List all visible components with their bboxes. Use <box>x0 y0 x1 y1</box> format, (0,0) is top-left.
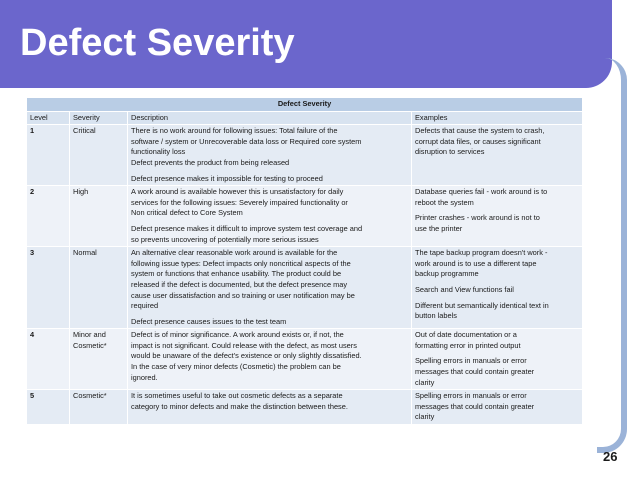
description-line: An alternative clear reasonable work around is available for the <box>131 248 338 258</box>
description-line: Defect presence makes it difficult to improve system test coverage and <box>131 223 363 233</box>
column-header-level: Level <box>27 111 70 125</box>
column-header-examples: Examples <box>412 111 583 125</box>
description-cell <box>128 390 412 425</box>
description-line: Defect prevents the product from being released <box>131 157 290 167</box>
examples-line: Printer crashes - work around is not to <box>415 213 540 223</box>
description-line: In the case of very minor defects (Cosmetic) the problem can be <box>131 362 341 372</box>
level-cell: 1 <box>27 125 70 186</box>
description-line: There is no work around for following issues: Total failure of the <box>131 126 338 136</box>
page-number: 26 <box>603 449 618 464</box>
description-line: system or functions that enhance usability. The product could be <box>131 269 342 279</box>
examples-cell <box>412 186 583 247</box>
examples-line: work around is to use a different tape <box>415 258 537 268</box>
table-row <box>27 247 583 329</box>
description-line: cause user dissatisfaction and so training or user notification may be <box>131 290 355 300</box>
examples-line: reboot the system <box>415 197 474 207</box>
table-body <box>27 125 583 425</box>
slide-content <box>26 97 582 425</box>
table-row <box>27 329 583 390</box>
examples-line: Database queries fail - work around is to <box>415 187 548 197</box>
table-row <box>27 390 583 425</box>
description-line: impact is not significant. Could release with the defect, as most users <box>131 340 357 350</box>
severity-cell: Cosmetic* <box>70 390 128 425</box>
table-caption: Defect Severity <box>27 98 583 112</box>
description-line: It is sometimes useful to take out cosmetic defects as a separate <box>131 391 343 401</box>
examples-line: Different but semantically identical text in <box>415 300 549 310</box>
column-header-severity: Severity <box>70 111 128 125</box>
table-header-row <box>27 111 583 125</box>
examples-cell <box>412 247 583 329</box>
description-line: would be unaware of the defect's existence or only slightly dissatisfied. <box>131 351 362 361</box>
description-line: category to minor defects and make the distinction between these. <box>131 401 348 411</box>
description-line: functionality loss <box>131 147 186 157</box>
severity-cell: Normal <box>70 247 128 329</box>
description-line: required <box>131 301 159 311</box>
level-cell: 5 <box>27 390 70 425</box>
examples-line: Search and View functions fail <box>415 284 514 294</box>
table-row <box>27 125 583 186</box>
examples-line: corrupt data files, or causes significant <box>415 136 541 146</box>
description-line: ignored. <box>131 372 158 382</box>
description-line: so prevents uncovering of potentially more serious issues <box>131 234 319 244</box>
description-line: Defect presence makes it impossible for testing to proceed <box>131 173 323 183</box>
level-cell: 2 <box>27 186 70 247</box>
examples-line: clarity <box>415 412 435 422</box>
defect-severity-table <box>26 97 583 425</box>
description-cell <box>128 329 412 390</box>
examples-line: messages that could contain greater <box>415 401 535 411</box>
description-cell <box>128 125 412 186</box>
description-cell <box>128 186 412 247</box>
examples-line: Defects that cause the system to crash, <box>415 126 545 136</box>
description-line: A work around is available however this is unsatisfactory for daily <box>131 187 344 197</box>
description-line: Defect presence causes issues to the test team <box>131 316 287 326</box>
severity-cell: Critical <box>70 125 128 186</box>
examples-line: Spelling errors in manuals or error <box>415 356 527 366</box>
examples-line: backup programme <box>415 269 479 279</box>
severity-cell: Minor and Cosmetic* <box>70 329 128 390</box>
description-line: services for the following issues: Severely impaired functionality or <box>131 197 348 207</box>
column-header-description: Description <box>128 111 412 125</box>
table-caption-row <box>27 98 583 112</box>
description-line: following issue types: Defect impacts only noncritical aspects of the <box>131 258 351 268</box>
level-cell: 4 <box>27 329 70 390</box>
examples-cell <box>412 329 583 390</box>
description-line: Non critical defect to Core System <box>131 208 243 218</box>
title-bar <box>0 0 612 88</box>
description-line: Defect is of minor significance. A work around exists or, if not, the <box>131 330 344 340</box>
examples-line: button labels <box>415 311 457 321</box>
slide-frame-decoration <box>597 58 627 453</box>
examples-line: disruption to services <box>415 147 485 157</box>
examples-line: clarity <box>415 377 435 387</box>
examples-line: messages that could contain greater <box>415 367 535 377</box>
description-line: released if the defect is documented, but the defect presence may <box>131 279 348 289</box>
examples-line: The tape backup program doesn't work - <box>415 248 548 258</box>
examples-line: formatting error in printed output <box>415 340 521 350</box>
description-line: software / system or Unrecoverable data loss or Required core system <box>131 136 362 146</box>
slide-title: Defect Severity <box>20 22 295 64</box>
examples-line: Out of date documentation or a <box>415 330 517 340</box>
examples-line: use the printer <box>415 223 463 233</box>
table-row <box>27 186 583 247</box>
level-cell: 3 <box>27 247 70 329</box>
severity-cell: High <box>70 186 128 247</box>
examples-cell <box>412 390 583 425</box>
examples-line: Spelling errors in manuals or error <box>415 391 527 401</box>
description-cell <box>128 247 412 329</box>
examples-cell <box>412 125 583 186</box>
